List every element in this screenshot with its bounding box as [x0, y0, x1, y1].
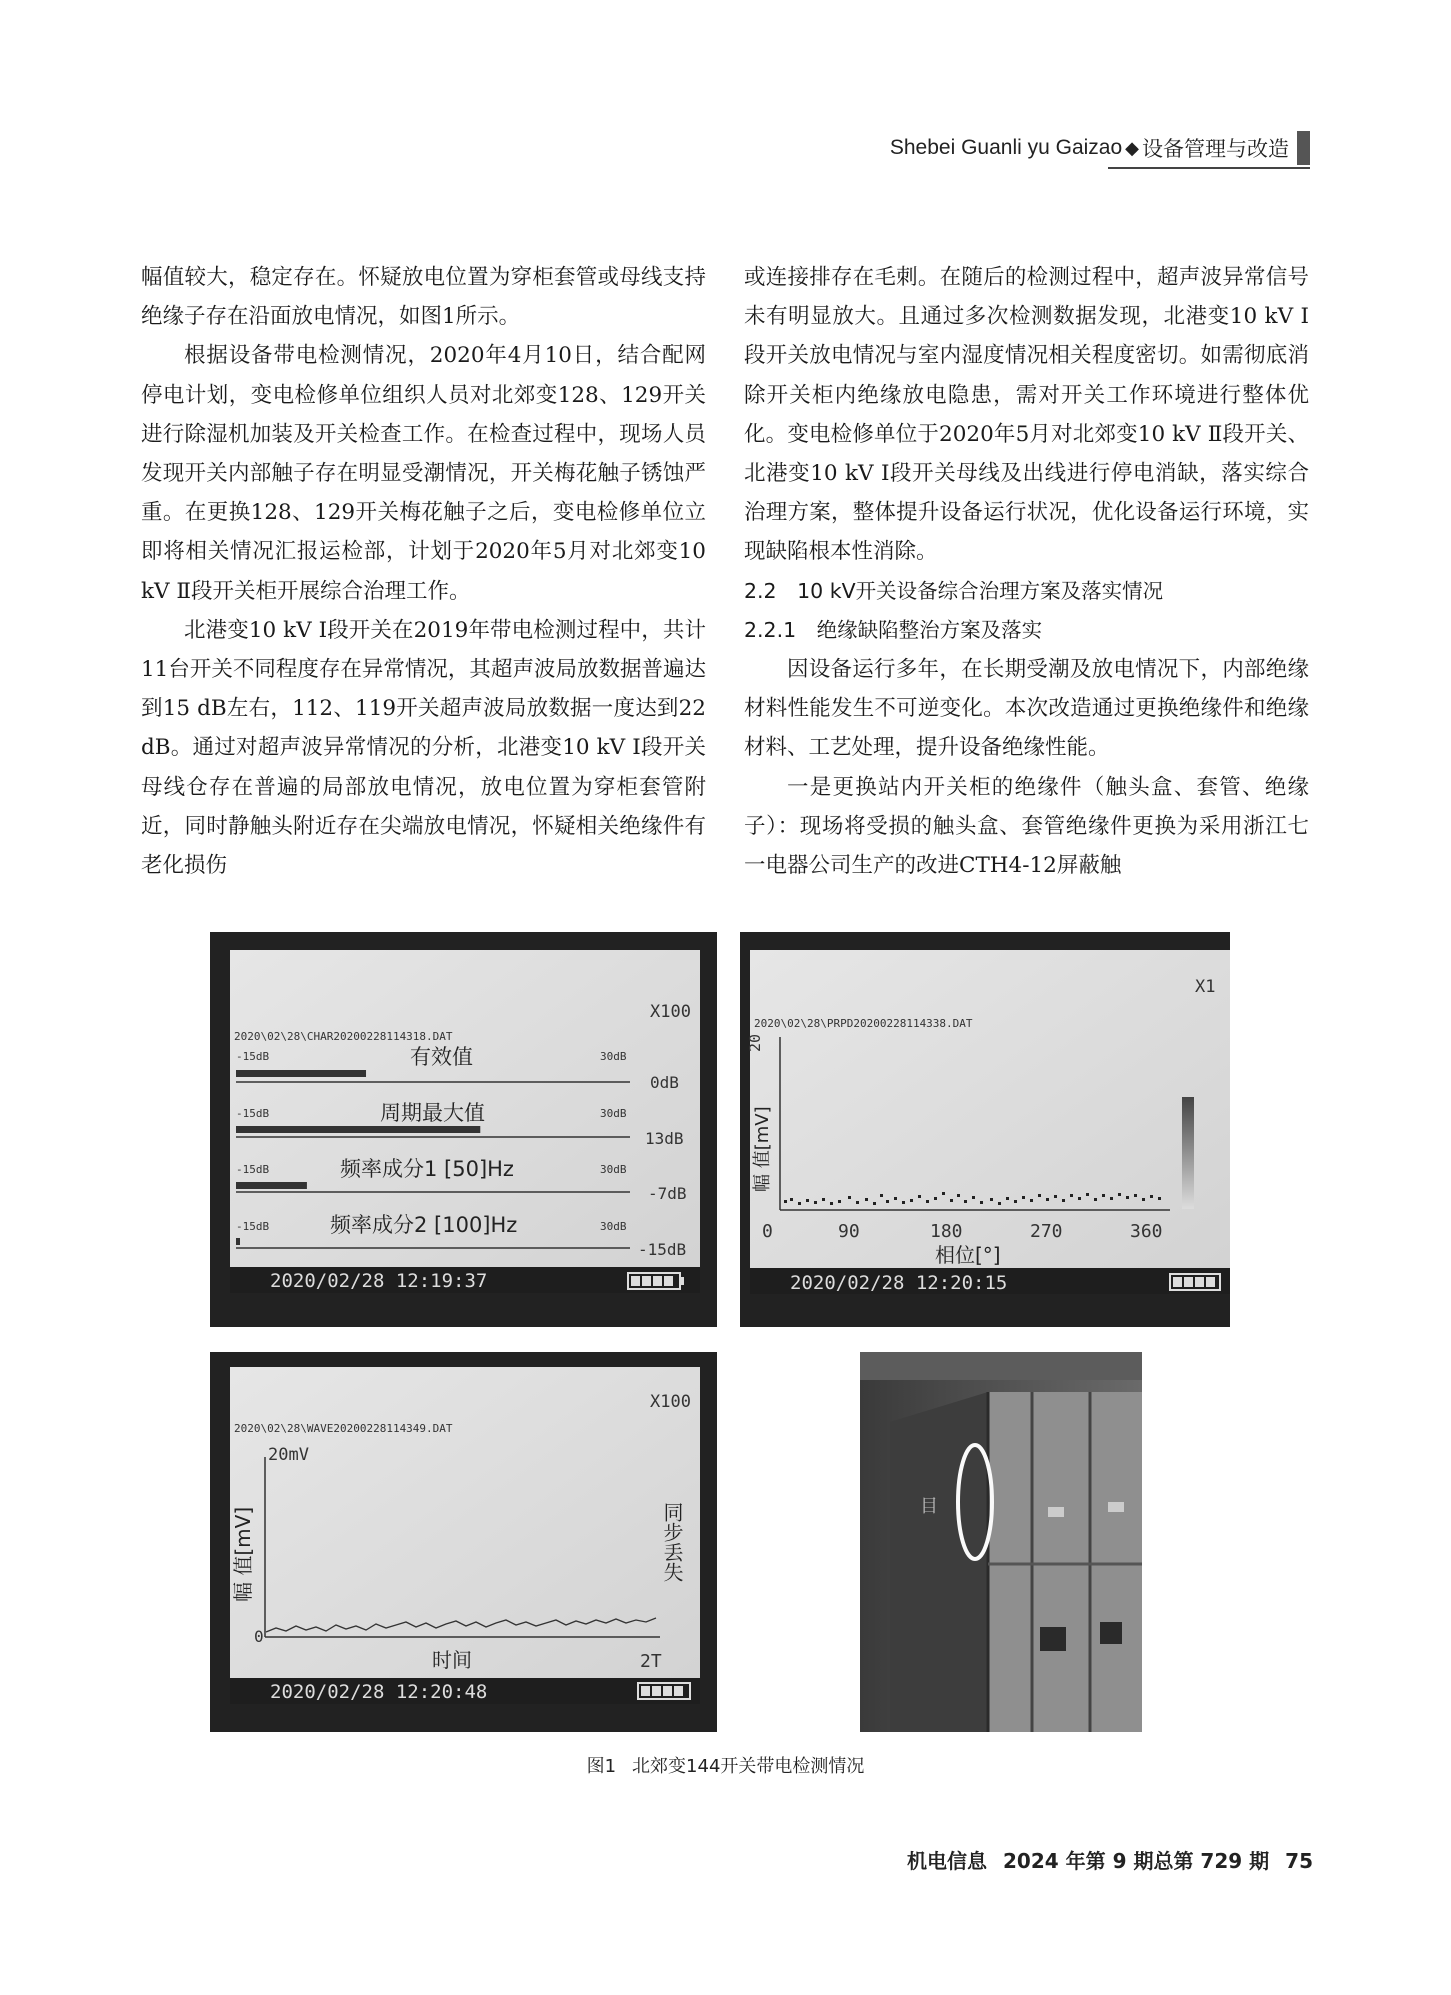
x-axis-label: 时间 [432, 1648, 472, 1672]
figure-1 [210, 932, 1240, 1732]
svg-text:13dB: 13dB [645, 1129, 684, 1148]
panel-cabinet-photo [860, 1352, 1142, 1732]
timestamp-label: 2020/02/28 12:20:48 [270, 1681, 488, 1703]
svg-text:-15dB: -15dB [236, 1107, 270, 1120]
figure-number: 图1 [586, 1756, 617, 1777]
svg-text:-15dB: -15dB [236, 1220, 270, 1233]
page-number: 75 [1285, 1849, 1313, 1873]
svg-text:频率成分2 [100]Hz: 频率成分2 [100]Hz [330, 1213, 518, 1237]
sync-lost-label: 同步丢失 [660, 1502, 684, 1582]
zoom-label: X1 [1195, 977, 1216, 997]
svg-text:-15dB: -15dB [236, 1050, 270, 1063]
figure-caption-text: 北郊变144开关带电检测情况 [632, 1756, 865, 1777]
header-rule [1108, 167, 1310, 169]
subsection-heading: 2.2.1 绝缘缺陷整治方案及落实 [744, 617, 1043, 642]
x-max-label: 2T [640, 1651, 662, 1672]
paragraph: 一是更换站内开关柜的绝缘件（触头盒、套管、绝缘子）：现场将受损的触头盒、套管绝缘件更换为采用浙江七一电器公司生产的改进CTH4-12屏蔽触 [744, 774, 1309, 879]
y-max-label: 20mV [268, 1445, 309, 1465]
svg-text:30dB: 30dB [600, 1107, 627, 1120]
right-column [744, 258, 1309, 885]
level-bar [236, 1126, 480, 1133]
paragraph: 根据设备带电检测情况，2020年4月10日，结合配网停电计划，变电检修单位组织人员对北郊变128、129开关进行除湿机加装及开关检查工作。在检查过程中，现场人员发现开关内部触子存在明显受潮情况，开关梅花触子锈蚀严重。在更换128、129开关梅花触子之后，变电检修单位立即将相关情况汇报运检部，计划于2020年5月对北郊变10 kV Ⅱ段开关柜开展综合治理工作。 [141, 343, 706, 604]
section-name: 设备管理与改造 [1142, 138, 1289, 161]
header-bar-icon [1297, 131, 1310, 165]
cabinet-marker: 目 [920, 1496, 938, 1517]
paragraph: 因设备运行多年，在长期受潮及放电情况下，内部绝缘材料性能发生不可逆变化。本次改造通过更换绝缘件和绝缘材料、工艺处理，提升设备绝缘性能。 [744, 657, 1309, 761]
x-tick: 0 [762, 1221, 773, 1242]
x-tick: 180 [930, 1221, 963, 1242]
panel-char-screen [210, 932, 717, 1327]
x-tick: 360 [1130, 1221, 1163, 1242]
y-axis-label: 幅 值[mV] [752, 1106, 773, 1192]
running-header [850, 128, 1310, 168]
y-axis-label: 幅 值[mV] [231, 1506, 255, 1602]
svg-text:-15dB: -15dB [236, 1163, 270, 1176]
colorbar [1182, 1097, 1194, 1209]
svg-text:频率成分1 [50]Hz: 频率成分1 [50]Hz [340, 1157, 514, 1181]
left-column [141, 258, 706, 885]
filename-label: 2020\02\28\PRPD20200228114338.DAT [754, 1017, 973, 1030]
paragraph: 或连接排存在毛刺。在随后的检测过程中，超声波异常信号未有明显放大。且通过多次检测数据发现，北港变10 kV Ⅰ段开关放电情况与室内湿度情况相关程度密切。如需彻底消除开关柜内绝缘放电隐患，需对开关工作环境进行整体优化。变电检修单位于2020年5月对北郊变10 kV Ⅱ段开关、北港变10 kV Ⅰ段开关母线及出线进行停电消缺，落实综合治理方案，整体提升设备运行状况，优化设备运行环境，实现缺陷根本性消除。 [744, 265, 1309, 565]
y-zero-label: 0 [254, 1627, 264, 1646]
journal-name: 机电信息 [907, 1849, 987, 1873]
svg-text:-7dB: -7dB [648, 1184, 687, 1203]
svg-text:0dB: 0dB [650, 1073, 679, 1092]
x-tick: 270 [1030, 1221, 1063, 1242]
panel-prpd-screen [740, 932, 1230, 1327]
section-heading: 2.2 10 kV开关设备综合治理方案及落实情况 [744, 578, 1164, 603]
issue-info: 2024 年第 9 期总第 729 期 [1003, 1849, 1270, 1873]
timestamp-label: 2020/02/28 12:20:15 [790, 1272, 1008, 1294]
svg-text:有效值: 有效值 [410, 1045, 473, 1069]
page-footer [891, 1845, 1313, 1874]
paragraph: 北港变10 kV Ⅰ段开关在2019年带电检测过程中，共计11台开关不同程度存在异常情况，其超声波局放数据普遍达到15 dB左右，112、119开关超声波局放数据一度达到22 dB。通过对超声波异常情况的分析，北港变10 kV Ⅰ段开关母线仓存在普遍的局部放电情况，放电位置为穿柜套管附近，同时静触头附近存在尖端放电情况，怀疑相关绝缘件有老化损伤 [141, 617, 706, 879]
level-bar [236, 1182, 307, 1189]
svg-text:30dB: 30dB [600, 1050, 627, 1063]
svg-text:-15dB: -15dB [638, 1240, 687, 1259]
level-bar [236, 1238, 240, 1245]
svg-text:30dB: 30dB [600, 1220, 627, 1233]
level-bar [236, 1070, 366, 1077]
paragraph: 幅值较大，稳定存在。怀疑放电位置为穿柜套管或母线支持绝缘子存在沿面放电情况，如图1所示。 [141, 265, 706, 330]
y-max-label: 20 [746, 1033, 764, 1052]
zoom-label: X100 [650, 1002, 691, 1022]
filename-label: 2020\02\28\WAVE20200228114349.DAT [234, 1422, 453, 1435]
x-tick: 90 [838, 1221, 860, 1242]
timestamp-label: 2020/02/28 12:19:37 [270, 1270, 488, 1292]
panel-wave-screen [210, 1352, 717, 1732]
diamond-icon: ◆ [1125, 137, 1139, 158]
x-axis-label: 相位[°] [935, 1243, 1001, 1267]
svg-text:30dB: 30dB [600, 1163, 627, 1176]
journal-pinyin: Shebei Guanli yu Gaizao [889, 136, 1123, 159]
figure-caption [0, 1752, 1451, 1778]
zoom-label: X100 [650, 1392, 691, 1412]
filename-label: 2020\02\28\CHAR20200228114318.DAT [234, 1030, 453, 1043]
svg-text:周期最大值: 周期最大值 [380, 1101, 485, 1125]
